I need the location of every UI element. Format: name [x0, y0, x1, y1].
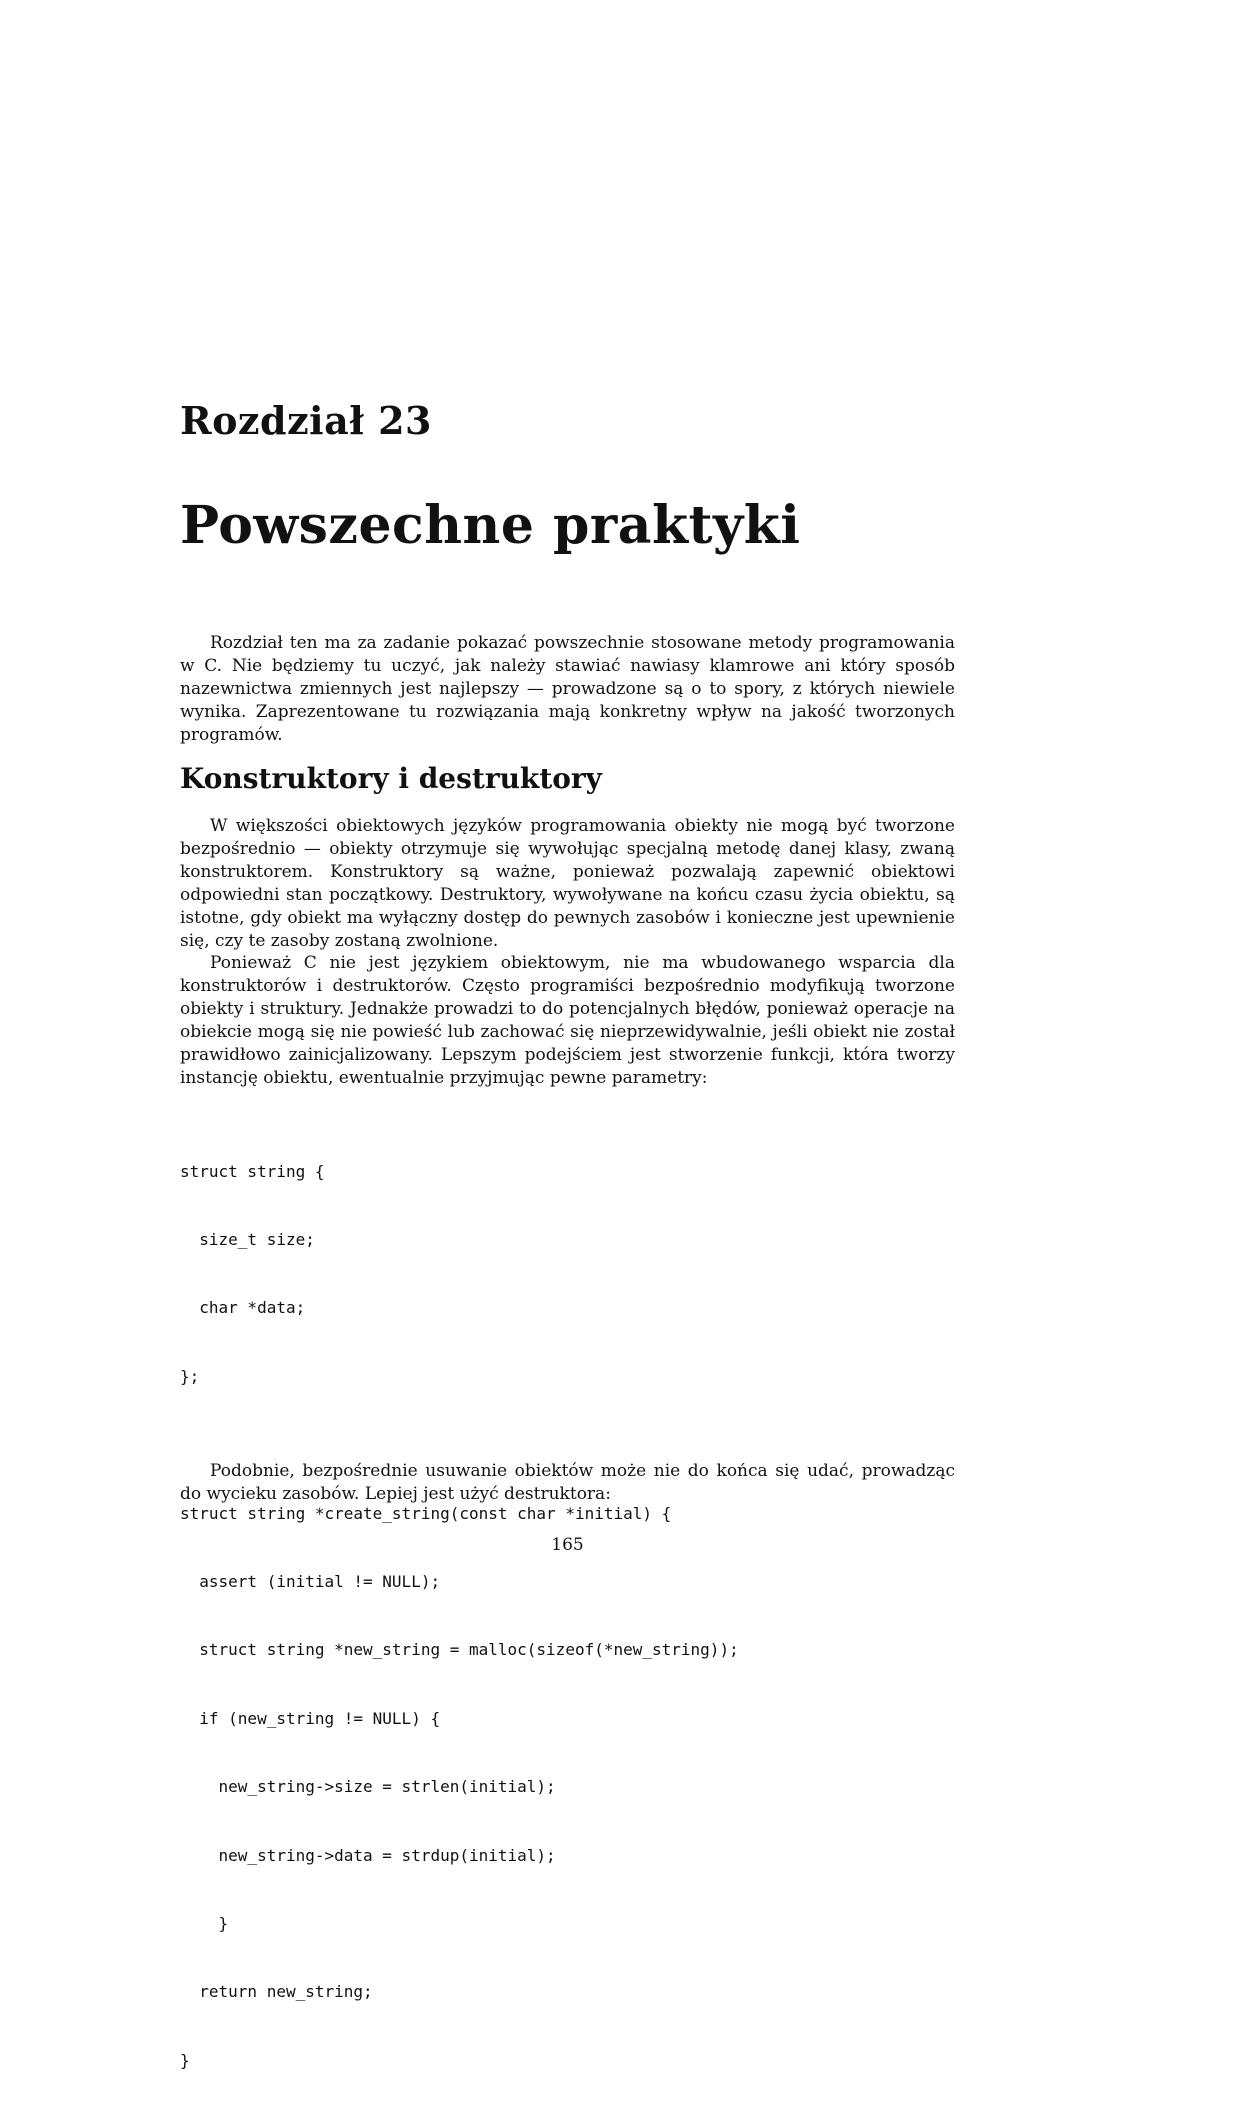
- chapter-title: Powszechne praktyki: [180, 495, 801, 556]
- closing-paragraph: Podobnie, bezpośrednie usuwanie obiektów może nie do końca się udać, prowadząc do wycieku zasobów. Lepiej jest użyć destruktora:: [180, 1461, 955, 1504]
- code-line: new_string->size = strlen(initial);: [180, 1777, 556, 1797]
- section-paragraph: W większości obiektowych języków programowania obiekty nie mogą być tworzone bezpośrednio — obiekty otrzymuje się wywołując specjalną metodę danej klasy, zwaną konstruktorem. Konstruktory są ważne, ponieważ pozwalają zapewnić obiektowi odpowiedni stan początkowy. Destruktory, wywoływane na końcu czasu życia obiektu, są istotne, gdy obiekt ma wyłączny dostęp do pewnych zasobów i konieczne jest upewnienie się, czy te zasoby zostaną zwolnione.: [180, 816, 955, 951]
- section-title: Konstruktory i destruktory: [180, 762, 602, 795]
- section-paragraph: Ponieważ C nie jest językiem obiektowym, nie ma wbudowanego wsparcia dla konstruktorów i destruktorów. Często programiści bezpośrednio modyfikują tworzone obiekty i struktury. Jednakże prowadzi to do potencjalnych błędów, ponieważ operacje na obiekcie mogą się nie powieść lub zachować się nieprzewidywalnie, jeśli obiekt nie został prawidłowo zainicjalizowany. Lepszym podejściem jest stworzenie funkcji, która tworzy instancję obiektu, ewentualnie przyjmując pewne parametry:: [180, 953, 955, 1088]
- code-line: struct string *new_string = malloc(sizeof(*new_string));: [180, 1640, 739, 1660]
- code-line: struct string *create_string(const char *initial) {: [180, 1503, 672, 1523]
- code-line: new_string->data = strdup(initial);: [180, 1845, 556, 1865]
- code-line: char *data;: [180, 1298, 306, 1318]
- code-line: struct string {: [180, 1161, 325, 1181]
- code-line: size_t size;: [180, 1229, 315, 1249]
- chapter-label: Rozdział 23: [180, 398, 432, 443]
- intro-paragraph: Rozdział ten ma za zadanie pokazać powszechnie stosowane metody programowania w C. Nie będziemy tu uczyć, jak należy stawiać nawiasy klamrowe ani który sposób nazewnictwa zmiennych jest najlepszy — prowadzone są o to spory, z których niewiele wynika. Zaprezentowane tu rozwiązania mają konkretny wpływ na jakość tworzonych programów.: [180, 633, 955, 745]
- page: [180, 0, 955, 2070]
- code-line: }: [180, 2050, 190, 2070]
- code-line: [180, 1434, 739, 1457]
- code-line: return new_string;: [180, 1982, 373, 2002]
- code-line: assert (initial != NULL);: [180, 1571, 441, 1591]
- code-line: }: [180, 1913, 229, 1933]
- code-line: if (new_string != NULL) {: [180, 1708, 441, 1728]
- page-number: 165: [551, 1535, 584, 1555]
- code-block: [180, 1115, 739, 2118]
- code-line: };: [180, 1366, 200, 1386]
